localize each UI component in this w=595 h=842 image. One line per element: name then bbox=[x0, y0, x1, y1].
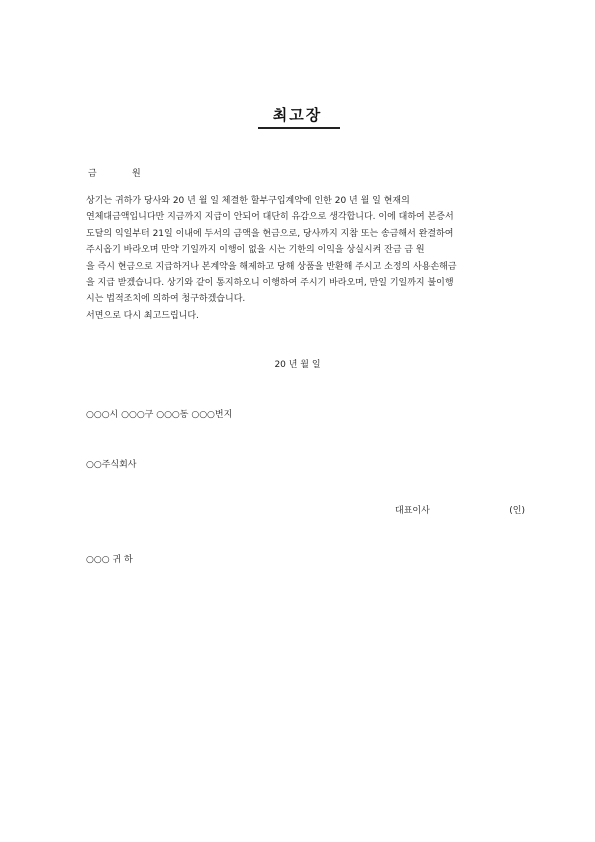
sender-address: ○○○시 ○○○구 ○○○동 ○○○번지 bbox=[86, 410, 233, 420]
body-line: 시는 법적조치에 의하여 청구하겠습니다. bbox=[86, 294, 246, 305]
company-name: ○○주식회사 bbox=[86, 460, 137, 470]
document-title: 최고장 bbox=[272, 106, 323, 124]
body-line: 주시옵기 바라오며 만약 기일까지 이행이 없을 시는 기한의 이익을 상실시켜 잔금 금 원 bbox=[86, 245, 425, 256]
seal-mark: (인) bbox=[509, 506, 525, 516]
body-line: 을 지급 받겠습니다. 상기와 같이 통지하오니 이행하여 주시기 바라오며, 만일 기일까지 불이행 bbox=[86, 278, 454, 289]
recipient: ○○○ 귀 하 bbox=[86, 555, 133, 565]
body-line: 서면으로 다시 최고드립니다. bbox=[86, 310, 199, 321]
amount-label: 금 bbox=[88, 169, 97, 179]
body-line: 연체대금액입니다만 지금까지 지급이 안되어 대단히 유감으로 생각합니다. 이에 대하여 본증서 bbox=[86, 212, 454, 223]
representative-line bbox=[395, 503, 525, 516]
amount-row bbox=[88, 166, 141, 179]
body-line: 상기는 귀하가 당사와 20 년 월 일 체결한 할부구입계약에 인한 20 년 월 일 현재의 bbox=[86, 196, 410, 206]
amount-unit: 원 bbox=[132, 169, 141, 179]
representative-label: 대표이사 bbox=[395, 506, 430, 516]
date-line: 20 년 월 일 bbox=[274, 360, 321, 370]
body-line: 도달의 익일부터 21일 이내에 두서의 금액을 현금으로, 당사까지 지참 또는 송금해서 완결하여 bbox=[86, 228, 454, 239]
title-underline bbox=[258, 127, 340, 129]
body-paragraph bbox=[86, 193, 524, 324]
body-line: 을 즉시 현금으로 지급하거나 본계약을 해제하고 당해 상품을 반환해 주시고 소정의 사용손해금 bbox=[86, 261, 457, 272]
